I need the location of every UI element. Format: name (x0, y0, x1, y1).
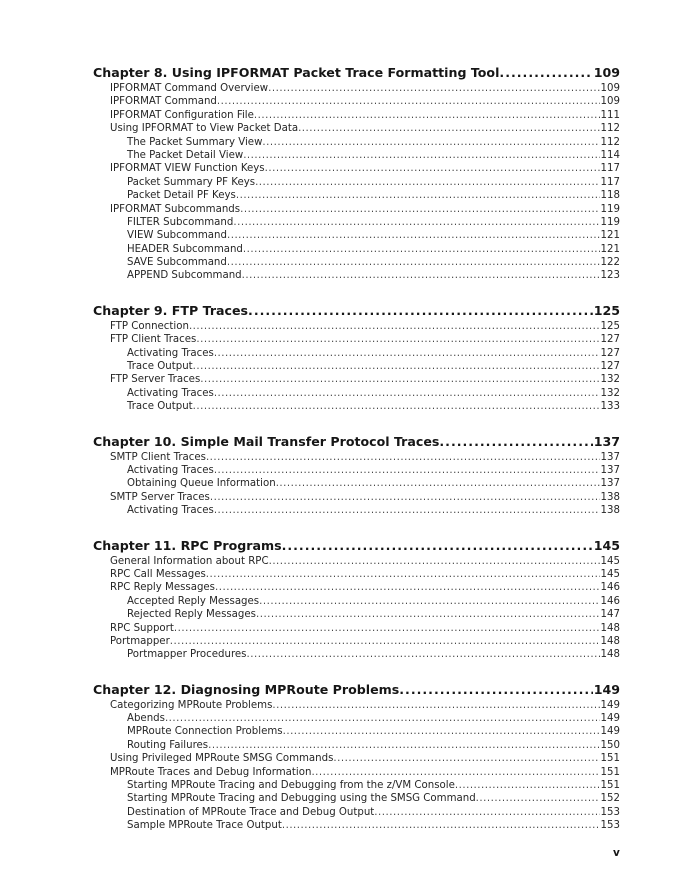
toc-subsection-entry[interactable] (93, 176, 620, 189)
dot-leader (265, 162, 600, 175)
toc-subsection-entry[interactable] (93, 712, 620, 725)
entry-title: IPFORMAT Configuration File (110, 109, 254, 121)
entry-title: Activating Traces (127, 387, 214, 399)
toc-section-entry[interactable] (93, 766, 620, 779)
dot-leader (214, 387, 600, 400)
entry-page-number: 153 (600, 806, 620, 818)
dot-leader (189, 320, 600, 333)
entry-title: MPRoute Connection Problems (127, 726, 283, 738)
entry-page-number: 137 (600, 451, 620, 463)
entry-page-number: 137 (600, 464, 620, 476)
chapter-heading[interactable] (93, 302, 620, 320)
entry-title: IPFORMAT Subcommands (110, 203, 241, 215)
toc-section-entry[interactable] (93, 320, 620, 333)
dot-leader (248, 302, 593, 320)
entry-title: MPRoute Traces and Debug Information (110, 766, 312, 778)
entry-page-number: 151 (600, 766, 620, 778)
dot-leader (214, 347, 600, 360)
dot-leader (240, 203, 599, 216)
dot-leader (208, 739, 599, 752)
entry-title: Portmapper Procedures (127, 649, 247, 661)
dot-leader (206, 568, 600, 581)
entry-page-number: 146 (600, 582, 620, 594)
dot-leader (243, 149, 599, 162)
dot-leader (298, 122, 599, 135)
entry-page-number: 150 (600, 739, 620, 751)
entry-title: RPC Reply Messages (110, 582, 215, 594)
chapter-page-number: 145 (593, 537, 620, 553)
toc-subsection-entry[interactable] (93, 136, 620, 149)
dot-leader (268, 82, 599, 95)
entry-page-number: 127 (600, 334, 620, 346)
entry-title: Portmapper (110, 635, 170, 647)
dot-leader (174, 622, 600, 635)
entry-page-number: 121 (600, 230, 620, 242)
dot-leader (256, 608, 600, 621)
dot-leader (242, 269, 600, 282)
entry-page-number: 109 (600, 96, 620, 108)
entry-title: Sample MPRoute Trace Output (127, 820, 282, 832)
dot-leader (374, 806, 599, 819)
entry-page-number: 117 (600, 176, 620, 188)
toc-section-entry[interactable] (93, 451, 620, 464)
toc-subsection-entry[interactable] (93, 806, 620, 819)
entry-page-number: 138 (600, 505, 620, 517)
entry-title: Routing Failures (127, 739, 209, 751)
entry-page-number: 132 (600, 387, 620, 399)
entry-title: Categorizing MPRoute Problems (110, 699, 273, 711)
dot-leader (236, 189, 600, 202)
entry-title: RPC Call Messages (110, 568, 206, 580)
chapter-heading[interactable] (93, 537, 620, 555)
entry-title: SMTP Server Traces (110, 491, 210, 503)
entry-page-number: 119 (600, 216, 620, 228)
toc-chapter (93, 64, 620, 283)
chapter-heading[interactable] (93, 681, 620, 699)
chapter-page-number: 137 (593, 433, 620, 449)
chapter-title: Chapter 9. FTP Traces (93, 302, 249, 318)
toc-subsection-entry[interactable] (93, 739, 620, 752)
entry-title: APPEND Subcommand (127, 270, 242, 282)
toc-subsection-entry[interactable] (93, 243, 620, 256)
toc-section-entry[interactable] (93, 373, 620, 386)
toc-section-entry[interactable] (93, 568, 620, 581)
entry-page-number: 149 (600, 726, 620, 738)
entry-title: Destination of MPRoute Trace and Debug Output (127, 806, 375, 818)
dot-leader (206, 451, 600, 464)
entry-title: Starting MPRoute Tracing and Debugging using the SMSG Command (127, 793, 476, 805)
dot-leader (227, 229, 600, 242)
dot-leader (282, 819, 600, 832)
entry-page-number: 149 (600, 699, 620, 711)
entry-page-number: 145 (600, 555, 620, 567)
dot-leader (227, 256, 600, 269)
entry-page-number: 109 (600, 83, 620, 94)
dot-leader (276, 477, 600, 490)
entry-title: FILTER Subcommand (127, 216, 234, 228)
toc-subsection-entry[interactable] (93, 400, 620, 413)
chapter-page-number: 149 (593, 681, 620, 697)
toc-subsection-entry[interactable] (93, 189, 620, 202)
dot-leader (259, 595, 599, 608)
dot-leader (215, 581, 600, 594)
entry-title: RPC Support (110, 622, 174, 634)
dot-leader (499, 64, 592, 82)
toc-section-entry[interactable] (93, 699, 620, 712)
toc-subsection-entry[interactable] (93, 229, 620, 242)
dot-leader (272, 699, 599, 712)
entry-title: FTP Client Traces (110, 334, 197, 346)
dot-leader (455, 779, 600, 792)
entry-page-number: 114 (600, 149, 620, 161)
toc-section-entry[interactable] (93, 203, 620, 216)
entry-title: SAVE Subcommand (127, 257, 227, 269)
entry-page-number: 121 (600, 243, 620, 255)
toc-subsection-entry[interactable] (93, 819, 620, 832)
toc-subsection-entry[interactable] (93, 595, 620, 608)
dot-leader (214, 504, 600, 517)
toc-subsection-entry[interactable] (93, 779, 620, 792)
toc-section-entry[interactable] (93, 555, 620, 568)
dot-leader (165, 712, 600, 725)
toc-section-entry[interactable] (93, 109, 620, 122)
entry-page-number: 127 (600, 361, 620, 373)
entry-title: The Packet Detail View (127, 149, 244, 161)
dot-leader (283, 725, 600, 738)
toc-subsection-entry[interactable] (93, 725, 620, 738)
entry-title: Packet Detail PF Keys (127, 190, 236, 202)
dot-leader (193, 360, 600, 373)
dot-leader (439, 433, 592, 451)
table-of-contents (93, 64, 620, 852)
entry-title: Activating Traces (127, 464, 214, 476)
entry-title: Obtaining Queue Information (127, 478, 276, 490)
toc-section-entry[interactable] (93, 122, 620, 135)
dot-leader (399, 681, 592, 699)
entry-title: SMTP Client Traces (110, 451, 206, 463)
toc-subsection-entry[interactable] (93, 504, 620, 517)
toc-subsection-entry[interactable] (93, 256, 620, 269)
toc-section-entry[interactable] (93, 95, 620, 108)
chapter-heading[interactable] (93, 64, 620, 82)
dot-leader (269, 555, 600, 568)
entry-title: IPFORMAT Command (110, 96, 217, 108)
entry-title: HEADER Subcommand (127, 243, 243, 255)
dot-leader (193, 400, 600, 413)
entry-page-number: 112 (600, 136, 620, 148)
entry-title: Activating Traces (127, 347, 214, 359)
dot-leader (233, 216, 599, 229)
chapter-title: Chapter 12. Diagnosing MPRoute Problems (93, 681, 400, 697)
entry-title: Packet Summary PF Keys (127, 176, 256, 188)
dot-leader (246, 648, 599, 661)
entry-title: Using IPFORMAT to View Packet Data (110, 123, 299, 135)
page-number: v (613, 847, 620, 859)
chapter-title: Chapter 11. RPC Programs (93, 537, 282, 553)
entry-title: Trace Output (127, 401, 193, 413)
dot-leader (210, 491, 600, 504)
entry-page-number: 132 (600, 374, 620, 386)
dot-leader (254, 109, 600, 122)
toc-subsection-entry[interactable] (93, 648, 620, 661)
entry-title: Starting MPRoute Tracing and Debugging from the z/VM Console (127, 780, 455, 792)
entry-page-number: 151 (600, 753, 620, 765)
entry-page-number: 119 (600, 203, 620, 215)
entry-page-number: 148 (600, 622, 620, 634)
toc-section-entry[interactable] (93, 581, 620, 594)
entry-page-number: 145 (600, 568, 620, 580)
entry-title: FTP Connection (110, 320, 189, 332)
entry-page-number: 138 (600, 491, 620, 503)
toc-subsection-entry[interactable] (93, 347, 620, 360)
toc-subsection-entry[interactable] (93, 360, 620, 373)
toc-chapter (93, 302, 620, 414)
dot-leader (262, 136, 599, 149)
entry-page-number: 125 (600, 320, 620, 332)
entry-page-number: 152 (600, 793, 620, 805)
entry-page-number: 118 (600, 190, 620, 202)
entry-title: Trace Output (127, 361, 193, 373)
toc-section-entry[interactable] (93, 622, 620, 635)
toc-chapter (93, 433, 620, 518)
entry-page-number: 146 (600, 595, 620, 607)
entry-title: Activating Traces (127, 505, 214, 517)
dot-leader (170, 635, 600, 648)
dot-leader (243, 243, 600, 256)
entry-page-number: 122 (600, 257, 620, 269)
entry-page-number: 127 (600, 347, 620, 359)
entry-page-number: 147 (600, 609, 620, 621)
chapter-heading[interactable] (93, 433, 620, 451)
entry-page-number: 111 (600, 109, 620, 121)
entry-title: FTP Server Traces (110, 374, 201, 386)
toc-subsection-entry[interactable] (93, 792, 620, 805)
entry-title: The Packet Summary View (127, 136, 263, 148)
chapter-page-number: 125 (593, 302, 620, 318)
dot-leader (214, 464, 600, 477)
toc-section-entry[interactable] (93, 752, 620, 765)
entry-page-number: 112 (600, 123, 620, 135)
entry-page-number: 148 (600, 649, 620, 661)
toc-subsection-entry[interactable] (93, 464, 620, 477)
toc-chapter (93, 681, 620, 833)
toc-section-entry[interactable] (93, 333, 620, 346)
entry-page-number: 117 (600, 163, 620, 175)
toc-section-entry[interactable] (93, 491, 620, 504)
dot-leader (255, 176, 599, 189)
toc-subsection-entry[interactable] (93, 387, 620, 400)
entry-page-number: 149 (600, 713, 620, 725)
entry-page-number: 153 (600, 820, 620, 832)
chapter-title: Chapter 10. Simple Mail Transfer Protocol Traces (93, 433, 440, 449)
dot-leader (333, 752, 599, 765)
entry-title: General Information about RPC (110, 555, 269, 567)
dot-leader (282, 537, 593, 555)
chapter-title: Chapter 8. Using IPFORMAT Packet Trace Formatting Tool (93, 65, 500, 80)
dot-leader (200, 373, 599, 386)
toc-section-entry[interactable] (93, 82, 620, 95)
entry-title: IPFORMAT VIEW Function Keys (110, 163, 265, 175)
dot-leader (476, 792, 600, 805)
toc-subsection-entry[interactable] (93, 608, 620, 621)
toc-section-entry[interactable] (93, 162, 620, 175)
toc-subsection-entry[interactable] (93, 477, 620, 490)
toc-subsection-entry[interactable] (93, 269, 620, 282)
entry-title: Using Privileged MPRoute SMSG Commands (110, 753, 334, 765)
entry-page-number: 133 (600, 401, 620, 413)
entry-page-number: 151 (600, 780, 620, 792)
entry-title: IPFORMAT Command Overview (110, 83, 269, 94)
dot-leader (311, 766, 599, 779)
toc-section-entry[interactable] (93, 635, 620, 648)
toc-chapter (93, 537, 620, 662)
entry-title: VIEW Subcommand (127, 230, 227, 242)
entry-title: Rejected Reply Messages (127, 609, 256, 621)
entry-page-number: 148 (600, 635, 620, 647)
entry-page-number: 137 (600, 478, 620, 490)
chapter-page-number: 109 (593, 65, 620, 80)
toc-subsection-entry[interactable] (93, 149, 620, 162)
entry-page-number: 123 (600, 270, 620, 282)
dot-leader (217, 95, 600, 108)
toc-subsection-entry[interactable] (93, 216, 620, 229)
dot-leader (196, 333, 599, 346)
entry-title: Accepted Reply Messages (127, 595, 260, 607)
entry-title: Abends (127, 713, 165, 725)
